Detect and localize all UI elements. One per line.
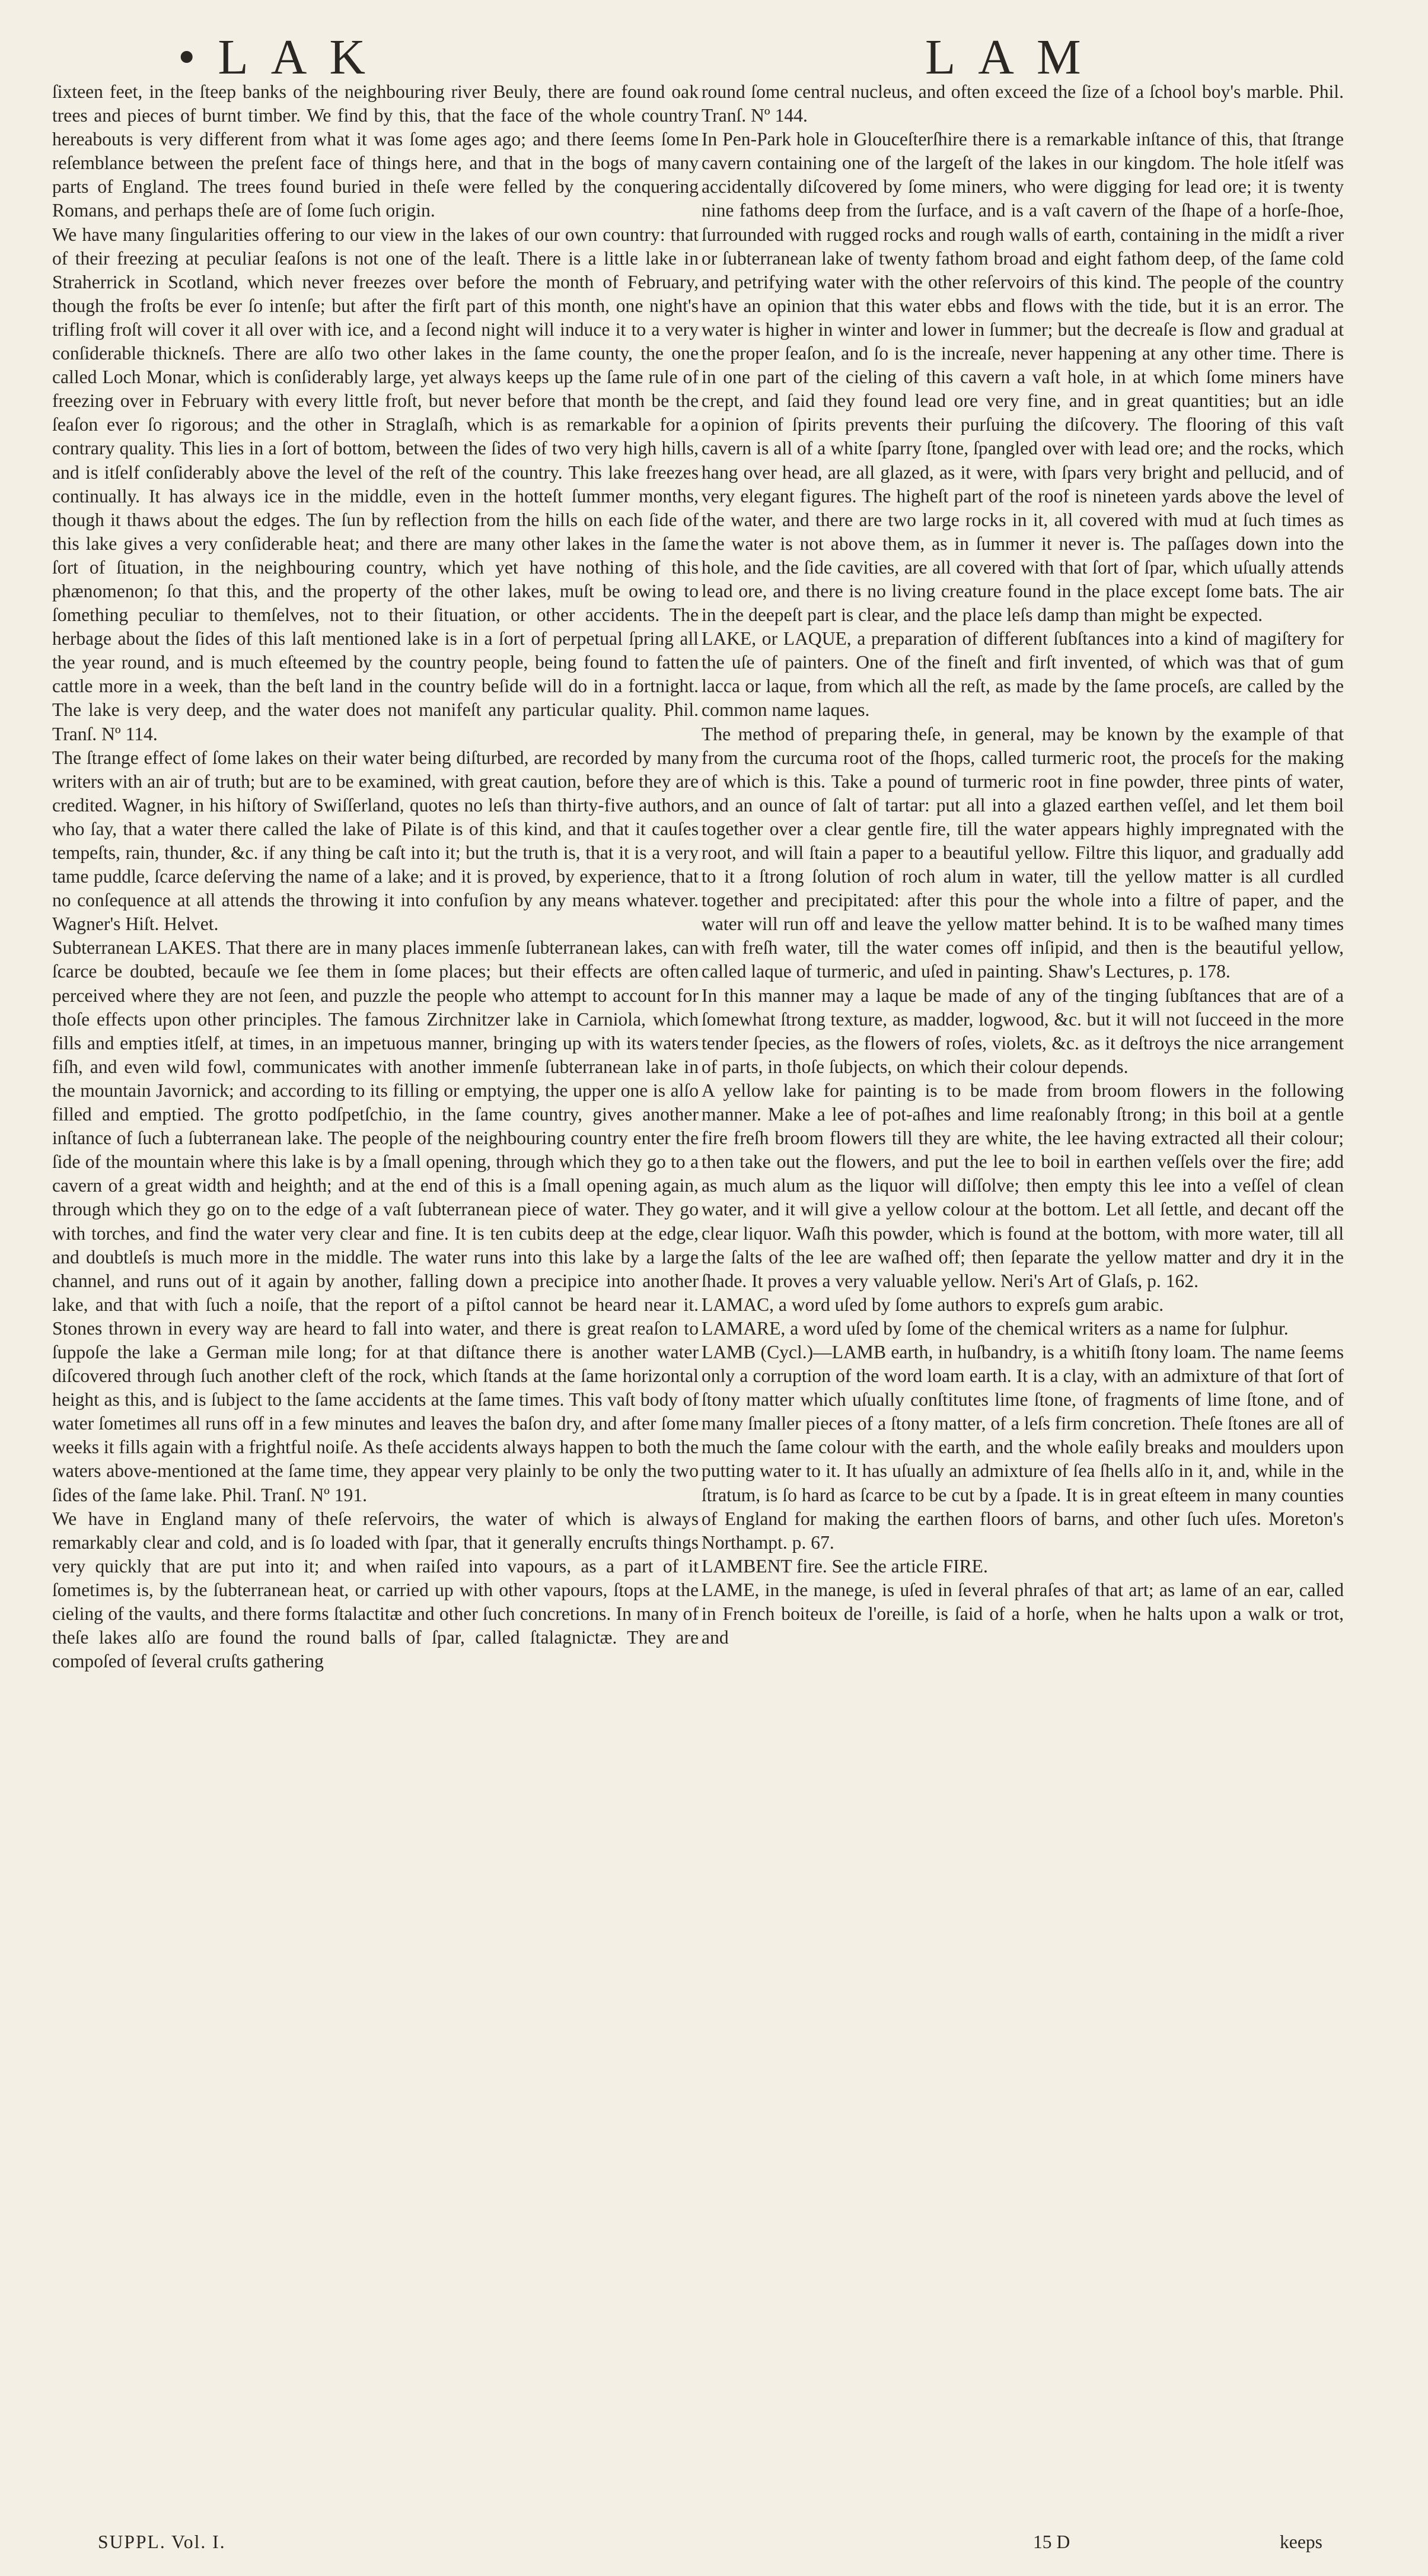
paragraph: round ſome central nucleus, and often exceed the ſize of a ſchool boy's marble. Phil. Tranſ. Nº 144.: [702, 81, 1344, 126]
entry-lamb: LAMB (Cycl.)—LAMB earth, in huſbandry, is a whitiſh ſtony loam. The name ſeems only a corruption of the word loam earth. It is a clay, with an admixture of that ſort of ſtony matter which uſually conſtitutes lime ſtone, of fragments of lime ſtone, and of many ſmaller pieces of a ſtony matter, of a leſs firm concretion. Theſe ſtones are all of much the ſame colour with the earth, and the whole eaſily breaks and moulders upon putting water to it. It has uſually an admixture of ſea ſhells alſo in it, and, while in the ſtratum, is ſo hard as ſcarce to be cut by a ſpade. It is in great eſteem in many counties of England for making the earthen floors of barns, and other ſuch uſes. Moreton's Northampt. p. 67.: [702, 1341, 1344, 1553]
entry-lamac: LAMAC, a word uſed by ſome authors to expreſs gum arabic.: [702, 1294, 1164, 1315]
paragraph: In Pen-Park hole in Glouceſterſhire there is a remarkable inſtance of this, that ſtrange cavern containing one of the largeſt of the lakes in our kingdom. The hole itſelf was accidentally diſcovered by ſome miners, who were digging for lead ore; it is twenty nine fathoms deep from the ſurface, and is a vaſt cavern of the ſhape of a horſe-ſhoe, ſurrounded with rugged rocks and rough walls of earth, containing in the midſt a river or ſubterranean lake of twenty fathom broad and eight fathom deep, of the ſame cold and petrifying water with the other reſervoirs of this kind. The people of the country have an opinion that this water ebbs and flows with the tide, but it is an error. The water is higher in winter and lower in ſummer; but the decreaſe is ſlow and gradual at the proper ſeaſon, and ſo is the increaſe, never happening at any other time. There is in one part of the cieling of this cavern a vaſt hole, in at which ſome miners have crept, and ſaid they found lead ore very fine, and in great quantities; but an idle opinion of ſpirits prevents their purſuing the diſcovery. The flooring of this vaſt cavern is all of a white ſparry ſtone, ſpangled over with lead ore; and the rocks, which hang over head, are all glazed, as it were, with ſpars very bright and pellucid, and of very elegant figures. The higheſt part of the roof is nineteen yards above the level of the water, and there are two large rocks in it, all covered with mud at ſuch times as the water is not above them, as in ſummer it never is. The paſſages down into the hole, and the ſide cavities, are all covered with that ſort of ſpar, which uſually attends lead ore, and there is no living creature found in the place except ſome bats. The air in the deepeſt part is clear, and the place leſs damp than might be expected.: [702, 129, 1344, 626]
entry-lake: LAKE, or LAQUE, a preparation of different ſubſtances into a kind of magiſtery for the uſe of painters. One of the fineſt and firſt invented, of which was that of gum lacca or laque, from which all the reſt, as made by the ſame proceſs, are called by the common name laques.: [702, 628, 1344, 721]
paragraph: The ſtrange effect of ſome lakes on their water being diſturbed, are recorded by many writers with an air of truth; but are to be examined, with great caution, before they are credited. Wagner, in his hiſtory of Swiſſerland, quotes no leſs than thirty-five authors, who ſay, that a water there called the lake of Pilate is of this kind, and that it cauſes tempeſts, rain, thunder, &c. if any thing be caſt into it; but the truth is, that it is a very tame puddle, ſcarce deſerving the name of a lake; and it is proved, by experience, that no conſequence at all attends the throwing it into confuſion by any means whatever. Wagner's Hiſt. Helvet.: [52, 747, 699, 935]
paragraph: In this manner may a laque be made of any of the tinging ſubſtances that are of a ſomewhat ſtrong texture, as madder, logwood, &c. but it will not ſucceed in the more tender ſpecies, as the flowers of roſes, violets, &c. as it deſtroys the nice arrangement of parts, in thoſe ſubjects, on which their colour depends.: [702, 985, 1344, 1077]
catchword: keeps: [1280, 2532, 1322, 2552]
entry-lambent: LAMBENT fire. See the article FIRE.: [702, 1555, 988, 1577]
paragraph: We have in England many of theſe reſervoirs, the water of which is always remarkably clear and cold, and is ſo loaded with ſpar, that it generally encruſts things very quickly that are put into it; and when raiſed into vapours, as a part of it ſometimes is, by the ſubterranean heat, or carried up with other vapours, ſtops at the cieling of the vaults, and there forms ſtalactitæ and other ſuch concretions. In many of theſe lakes alſo are found the round balls of ſpar, called ſtalagnictæ. They are compoſed of ſeveral cruſts gathering: [52, 1508, 699, 1672]
signature-mark: 15 D: [1033, 2532, 1070, 2552]
paragraph: We have many ſingularities offering to our view in the lakes of our own country: that of their freezing at peculiar ſeaſons is not one of the leaſt. There is a little lake in Straherrick in Scotland, which never freezes over before the month of February, though the froſts be ever ſo intenſe; but after the firſt part of this month, one night's trifling froſt will cover it all over with ice, and a ſecond night will induce it to a very conſiderable thickneſs. There are alſo two other lakes in the ſame county, the one called Loch Monar, which is conſiderably large, yet always keeps up the ſame rule of freezing over in February with every little froſt, but never before that month be the ſeaſon ever ſo rigorous; and the other in Straglaſh, which is as remarkable for a contrary quality. This lies in a ſort of bottom, between the ſides of two very high hills, and is itſelf conſiderably above the level of the reſt of the country. This lake freezes continually. It has always ice in the middle, even in the hotteſt ſummer months, though it thaws about the edges. The ſun by reflection from the hills on each ſide of this lake gives a very conſiderable heat; and there are many other lakes in the ſame ſort of ſituation, in the neighbouring country, which yet have nothing of this phænomenon; ſo that this, and the property of the other lakes, muſt be owing to ſomething peculiar to themſelves, not to their ſituation, or other accidents. The herbage about the ſides of this laſt mentioned lake is in a ſort of perpetual ſpring all the year round, and is much eſteemed by the country people, being found to fatten cattle more in a week, than the beſt land in the country beſide will do in a fortnight. The lake is very deep, and the water does not manifeſt any particular quality. Phil. Tranſ. Nº 114.: [52, 224, 699, 744]
paragraph: Subterranean LAKES. That there are in many places immenſe ſubterranean lakes, can ſcarce be doubted, becauſe we ſee them in ſome places; but their effects are often perceived where they are not ſeen, and puzzle the people who attempt to account for thoſe effects upon other principles. The famous Zirchnitzer lake in Carniola, which fills and empties itſelf, at times, in an impetuous manner, bringing up with its waters fiſh, and even wild fowl, communicates with another immenſe ſubterranean lake in the mountain Javornick; and according to its filling or emptying, the upper one is alſo filled and emptied. The grotto podſpetſchio, in the ſame country, gives another inſtance of ſuch a ſubterranean lake. The people of the neighbouring country enter the ſide of the mountain where this lake is by a ſmall opening, through which they go to a cavern of a great width and heighth; and at the end of this is a ſmall opening again, through which they go on to the edge of a vaſt ſubterranean piece of water. They go with torches, and find the water very clear and fine. It is ten cubits deep at the edge, and doubtleſs is much more in the middle. The water runs into this lake by a large channel, and runs out of it again by another, falling down a precipice into another lake, and that with ſuch a noiſe, that the report of a piſtol cannot be heard near it. Stones thrown in every way are heard to fall into water, and there is great reaſon to ſuppoſe the lake a German mile long; for at that diſtance there is another water diſcovered through ſuch another cleft of the rock, which ſtands at the ſame horizontal height as this, and is ſubject to the ſame accidents at the ſame times. This vaſt body of water ſometimes all runs off in a few minutes and leaves the baſon dry, and after ſome weeks it fills again with a frightful noiſe. As theſe accidents always happen to both the waters above-mentioned at the ſame time, they appear very plainly to be only the two ſides of the ſame lake. Phil. Tranſ. Nº 191.: [52, 937, 699, 1505]
volume-footer: SUPPL. Vol. I.: [98, 2532, 226, 2552]
entry-lamare: LAMARE, a word uſed by ſome of the chemical writers as a name for ſulphur.: [702, 1317, 1289, 1339]
running-header: [0, 24, 1428, 89]
paragraph: ſixteen feet, in the ſteep banks of the neighbouring river Beuly, there are found oak trees and pieces of burnt timber. We find by this, that the face of the whole country hereabouts is very different from what it was ſome ages ago; and there ſeems ſome reſemblance between the preſent face of things here, and that in the bogs of many parts of England. The trees found buried in theſe were felled by the conquering Romans, and perhaps theſe are of ſome ſuch origin.: [52, 81, 699, 221]
header-left-word: •LAK: [178, 30, 388, 85]
header-right-word: LAM: [925, 30, 1104, 85]
left-column: [52, 80, 699, 1673]
paragraph: The method of preparing theſe, in general, may be known by the example of that from the curcuma root of the ſhops, called turmeric root, the proceſs for the making of which is this. Take a pound of turmeric root in fine powder, three pints of water, and an ounce of ſalt of tartar: put all into a glazed earthen veſſel, and let them boil together over a clear gentle fire, till the water appears highly impregnated with the root, and will ſtain a paper to a beautiful yellow. Filtre this liquor, and gradually add to it a ſtrong ſolution of roch alum in water, till the yellow matter is all curdled together and precipitated: after this pour the whole into a filtre of paper, and the water will run off and leave the yellow matter behind. It is to be waſhed many times with freſh water, till the water comes off inſipid, and then is the beautiful yellow, called laque of turmeric, and uſed in painting. Shaw's Lectures, p. 178.: [702, 723, 1344, 982]
entry-lame: LAME, in the manege, is uſed in ſeveral phraſes of that art; as lame of an ear, called in French boiteux de l'oreille, is ſaid of a horſe, when he halts upon a walk or trot, and: [702, 1579, 1344, 1648]
right-column: [702, 80, 1344, 1650]
paragraph: A yellow lake for painting is to be made from broom flowers in the following manner. Make a lee of pot-aſhes and lime reaſonably ſtrong; in this boil at a gentle fire freſh broom flowers till they are white, the lee having extracted all their colour; then take out the flowers, and put the lee to boil in earthen veſſels over the fire; add as much alum as the liquor will diſſolve; then empty this lee into a veſſel of clean water, and it will give a yellow colour at the bottom. Let all ſettle, and decant off the clear liquor. Waſh this powder, which is found at the bottom, with more water, till all the ſalts of the lee are waſhed off; then ſeparate the yellow matter and dry it in the ſhade. It proves a very valuable yellow. Neri's Art of Glaſs, p. 162.: [702, 1080, 1344, 1291]
